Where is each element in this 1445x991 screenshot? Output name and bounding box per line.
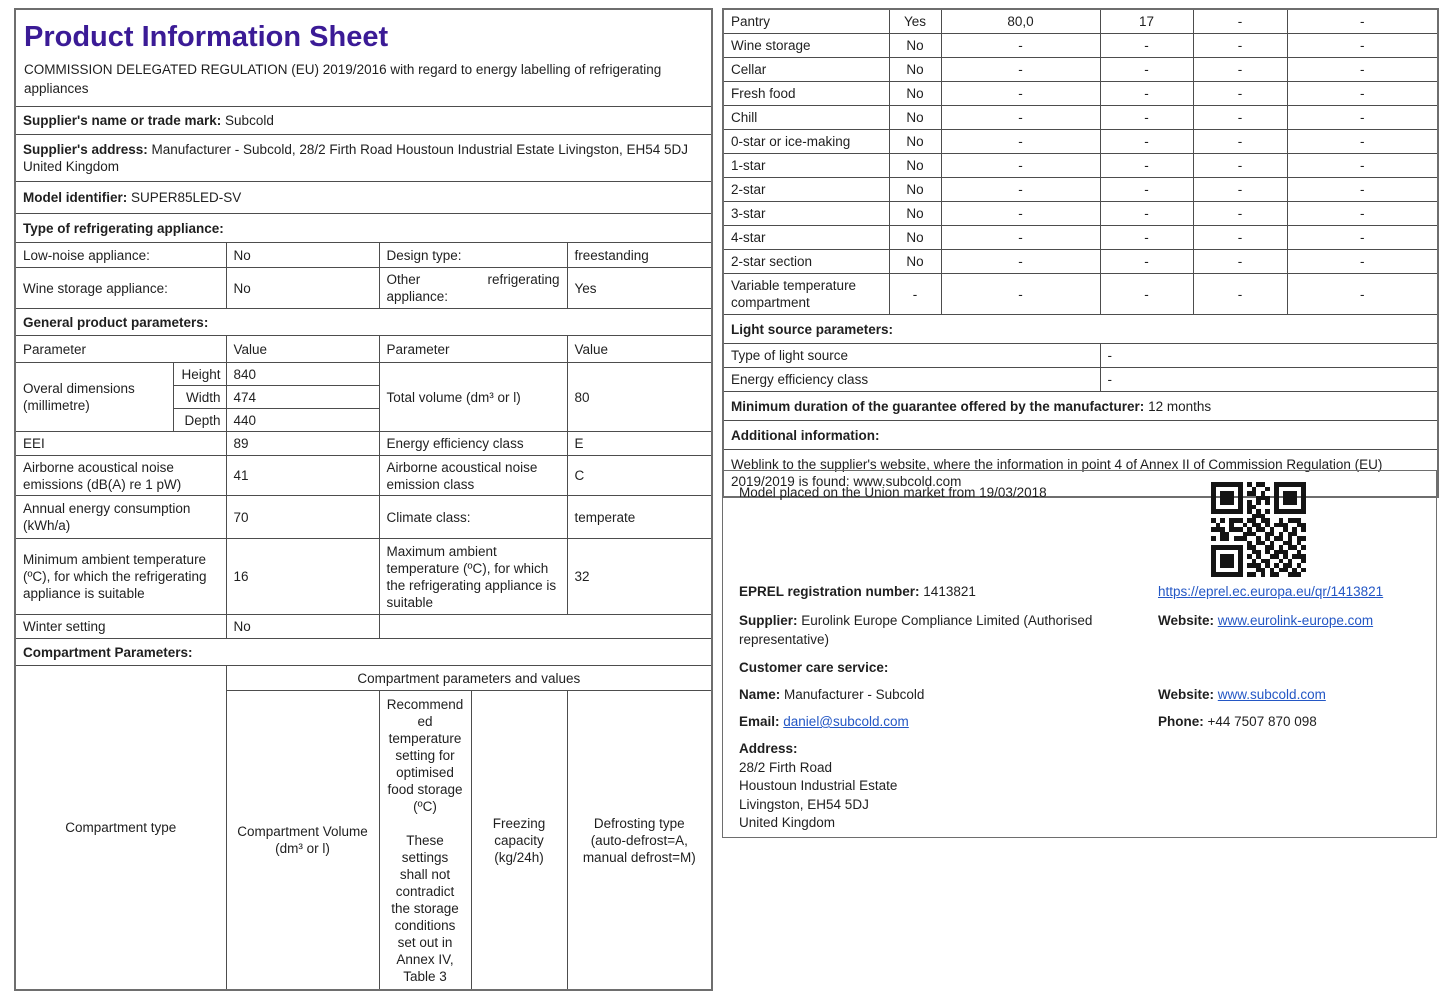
compartment-value-cell: -	[1287, 58, 1438, 82]
light-source-header: Light source parameters:	[723, 315, 1438, 344]
compartment-value-cell: -	[1193, 226, 1287, 250]
compartment-type-cell: 1-star	[723, 154, 889, 178]
design-type-value: freestanding	[567, 243, 712, 268]
customer-name-row	[739, 686, 924, 705]
compartment-type-cell: Variable temperature compartment	[723, 274, 889, 315]
width-value: 474	[226, 386, 379, 409]
light-source-header-row	[723, 315, 1438, 344]
compartment-value-cell: Yes	[889, 9, 941, 34]
compartment-temp-header: Recommended temperature setting for optimised food storage (ºC) These settings shall not contradict the storage conditions set out in Annex IV, Table 3	[379, 691, 471, 991]
compartment-value-cell: No	[889, 130, 941, 154]
design-type-label: Design type:	[379, 243, 567, 268]
compartment-value-cell: -	[1100, 178, 1193, 202]
supplier-address-label: Supplier's address:	[23, 142, 148, 157]
winter-setting-value: No	[226, 615, 379, 639]
compartment-value-cell: -	[941, 202, 1100, 226]
compartment-value-cell: -	[1193, 250, 1287, 274]
value-cell: 16	[226, 539, 379, 615]
supplier-address-value: Manufacturer - Subcold, 28/2 Firth Road Houstoun Industrial Estate Livingston, EH54 5DJ United Kingdom	[23, 142, 689, 174]
compartment-value-cell: -	[1100, 154, 1193, 178]
height-label: Height	[173, 363, 226, 386]
compartment-values-body	[723, 9, 1438, 315]
table-row	[723, 9, 1438, 34]
address-line: Houstoun Industrial Estate	[739, 778, 898, 793]
light-type-value: -	[1100, 344, 1438, 368]
compartment-value-cell: 80,0	[941, 9, 1100, 34]
table-row	[723, 154, 1438, 178]
left-panel	[14, 8, 713, 991]
column-header: Value	[567, 336, 712, 363]
guarantee-row	[723, 392, 1438, 421]
compartment-type-cell: 3-star	[723, 202, 889, 226]
website2-link[interactable]: www.subcold.com	[1217, 687, 1326, 702]
table-row	[15, 432, 712, 456]
general-header: General product parameters:	[15, 309, 712, 336]
compartment-value-cell: -	[889, 274, 941, 315]
low-noise-label: Low-noise appliance:	[15, 243, 226, 268]
low-noise-value: No	[226, 243, 379, 268]
compartment-type-cell: Chill	[723, 106, 889, 130]
compartment-header-row	[15, 639, 712, 666]
compartment-value-cell: No	[889, 106, 941, 130]
compartment-value-cell: -	[1193, 82, 1287, 106]
website1-row	[1158, 612, 1373, 631]
wine-storage-label: Wine storage appliance:	[15, 268, 226, 309]
compartment-value-cell: -	[1193, 34, 1287, 58]
parameter-cell: Airborne acoustical noise emission class	[379, 456, 567, 496]
compartment-value-cell: -	[1287, 226, 1438, 250]
compartment-value-cell: No	[889, 202, 941, 226]
compartment-value-cell: -	[1193, 106, 1287, 130]
table-row	[15, 456, 712, 496]
name-label: Name:	[739, 687, 781, 702]
compartment-value-cell: -	[1287, 178, 1438, 202]
compartment-type-cell: 2-star section	[723, 250, 889, 274]
table-row	[723, 250, 1438, 274]
compartment-value-cell: -	[1100, 130, 1193, 154]
guarantee-label: Minimum duration of the guarantee offered by the manufacturer:	[731, 398, 1145, 414]
left-main-table	[14, 8, 713, 991]
empty-cell	[379, 615, 712, 639]
compartment-value-cell: -	[1287, 274, 1438, 315]
table-row	[723, 130, 1438, 154]
table-row	[15, 615, 712, 639]
website1-label: Website:	[1158, 613, 1215, 628]
depth-value: 440	[226, 409, 379, 432]
compartment-value-cell: -	[1287, 82, 1438, 106]
website2-row	[1158, 686, 1326, 705]
table-row	[723, 274, 1438, 315]
compartment-value-cell: -	[941, 34, 1100, 58]
compartment-type-cell: Cellar	[723, 58, 889, 82]
compartment-values-table	[722, 8, 1439, 498]
parameter-cell: Airborne acoustical noise emissions (dB(A) re 1 pW)	[15, 456, 226, 496]
compartment-value-cell: -	[941, 274, 1100, 315]
table-header-row	[15, 666, 712, 691]
compartment-value-cell: -	[1100, 58, 1193, 82]
compartment-value-cell: No	[889, 34, 941, 58]
page-title: Product Information Sheet	[24, 21, 389, 53]
address-line: United Kingdom	[739, 815, 836, 830]
parameter-cell: EEI	[15, 432, 226, 456]
compartment-value-cell: No	[889, 82, 941, 106]
wine-storage-value: No	[226, 268, 379, 309]
table-header-row	[15, 336, 712, 363]
supplier-name-row	[15, 107, 712, 135]
compartment-value-cell: No	[889, 58, 941, 82]
phone-label: Phone:	[1158, 714, 1204, 729]
email-link[interactable]: daniel@subcold.com	[783, 714, 909, 729]
total-volume-label: Total volume (dm³ or l)	[379, 363, 567, 432]
value-cell: temperate	[567, 496, 712, 539]
address-label: Address:	[739, 741, 798, 756]
compartment-value-cell: -	[1287, 34, 1438, 58]
compartment-value-cell: -	[1287, 250, 1438, 274]
weblink-value: www.subcold.com	[853, 474, 962, 489]
width-label: Width	[173, 386, 226, 409]
column-header: Parameter	[379, 336, 567, 363]
model-identifier-value: SUPER85LED-SV	[131, 190, 242, 205]
depth-label: Depth	[173, 409, 226, 432]
column-header: Value	[226, 336, 379, 363]
compartment-type-cell: Fresh food	[723, 82, 889, 106]
other-appliance-label: Other refrigerating appliance:	[379, 268, 567, 309]
compartment-value-cell: -	[1100, 274, 1193, 315]
compartment-value-cell: No	[889, 178, 941, 202]
compartment-span-header: Compartment parameters and values	[226, 666, 712, 691]
name-value: Manufacturer - Subcold	[784, 687, 925, 702]
supplier-name-label: Supplier's name or trade mark:	[23, 113, 222, 128]
table-row	[723, 344, 1438, 368]
qr-code	[1211, 482, 1306, 577]
compartment-value-cell: -	[941, 130, 1100, 154]
compartment-value-cell: -	[1100, 34, 1193, 58]
compartment-value-cell: -	[1193, 178, 1287, 202]
compartment-value-cell: No	[889, 154, 941, 178]
supplier-label: Supplier:	[739, 613, 798, 628]
table-row	[15, 243, 712, 268]
compartment-type-cell: Pantry	[723, 9, 889, 34]
parameter-cell: Maximum ambient temperature (ºC), for which the refrigerating appliance is suitable	[379, 539, 567, 615]
customer-care-header: Customer care service:	[739, 660, 889, 675]
website1-link[interactable]: www.eurolink-europe.com	[1217, 613, 1374, 628]
model-identifier-label: Model identifier:	[23, 190, 128, 205]
right-panel	[722, 8, 1439, 498]
height-value: 840	[226, 363, 379, 386]
compartment-value-cell: -	[941, 154, 1100, 178]
table-row	[723, 58, 1438, 82]
supplier-name-value: Subcold	[225, 113, 274, 128]
total-volume-value: 80	[567, 363, 712, 432]
compartment-value-cell: -	[1100, 202, 1193, 226]
compartment-value-cell: -	[1287, 106, 1438, 130]
other-appliance-value: Yes	[567, 268, 712, 309]
parameter-cell: Climate class:	[379, 496, 567, 539]
freezing-capacity-header: Freezing capacity (kg/24h)	[471, 691, 567, 991]
table-row	[15, 539, 712, 615]
compartment-value-cell: -	[941, 226, 1100, 250]
value-cell: 32	[567, 539, 712, 615]
compartment-value-cell: -	[1193, 154, 1287, 178]
eprel-registration	[739, 583, 976, 602]
compartment-volume-header: Compartment Volume (dm³ or l)	[226, 691, 379, 991]
phone-value: +44 7507 870 098	[1207, 714, 1317, 729]
compartment-value-cell: -	[1287, 154, 1438, 178]
light-class-value: -	[1100, 368, 1438, 392]
parameter-cell: Minimum ambient temperature (ºC), for which the refrigerating appliance is suitable	[15, 539, 226, 615]
dimensions-label: Overal dimensions (millimetre)	[15, 363, 173, 432]
table-row	[723, 34, 1438, 58]
table-row	[723, 178, 1438, 202]
compartment-value-cell: -	[941, 250, 1100, 274]
table-row	[723, 368, 1438, 392]
phone-row	[1158, 713, 1317, 732]
table-row	[15, 268, 712, 309]
compartment-type-cell: 2-star	[723, 178, 889, 202]
value-cell: 41	[226, 456, 379, 496]
market-text: Model placed on the Union market from 19/03/2018	[739, 485, 1047, 500]
address-line: 28/2 Firth Road	[739, 759, 833, 775]
compartment-value-cell: -	[1100, 226, 1193, 250]
parameter-cell: Energy efficiency class	[379, 432, 567, 456]
general-header-row	[15, 309, 712, 336]
compartment-type-cell: 0-star or ice-making	[723, 130, 889, 154]
compartment-type-cell: 4-star	[723, 226, 889, 250]
compartment-type-header: Compartment type	[15, 666, 226, 991]
table-row	[723, 82, 1438, 106]
compartment-value-cell: -	[1100, 82, 1193, 106]
website2-label: Website:	[1158, 687, 1215, 702]
compartment-value-cell: -	[1193, 9, 1287, 34]
compartment-value-cell: -	[941, 58, 1100, 82]
supplier-info	[739, 612, 1147, 649]
compartment-value-cell: -	[1100, 250, 1193, 274]
compartment-value-cell: -	[941, 106, 1100, 130]
light-class-label: Energy efficiency class	[723, 368, 1100, 392]
type-header-row	[15, 214, 712, 243]
table-row	[723, 202, 1438, 226]
market-info-box	[722, 470, 1437, 838]
table-row	[15, 496, 712, 539]
table-row	[723, 226, 1438, 250]
value-cell: E	[567, 432, 712, 456]
light-type-label: Type of light source	[723, 344, 1100, 368]
eprel-link[interactable]: https://eprel.ec.europa.eu/qr/1413821	[1158, 584, 1384, 599]
value-cell: C	[567, 456, 712, 496]
compartment-value-cell: -	[941, 82, 1100, 106]
compartment-value-cell: -	[1287, 202, 1438, 226]
additional-info-header: Additional information:	[723, 421, 1438, 450]
email-row	[739, 713, 909, 732]
compartment-value-cell: -	[1193, 58, 1287, 82]
defrosting-type-header: Defrosting type (auto-defrost=A, manual defrost=M)	[567, 691, 712, 991]
additional-info-header-row	[723, 421, 1438, 450]
column-header: Parameter	[15, 336, 226, 363]
weblink-text: Weblink to the supplier's website, where the information in point 4 of Annex II of Commission Regulation (EU) 2019/2019 is found:	[731, 457, 1383, 489]
value-cell: 89	[226, 432, 379, 456]
compartment-value-cell: -	[941, 178, 1100, 202]
address-block	[739, 740, 897, 833]
compartment-header: Compartment Parameters:	[15, 639, 712, 666]
compartment-value-cell: 17	[1100, 9, 1193, 34]
type-header: Type of refrigerating appliance:	[15, 214, 712, 243]
supplier-value: Eurolink Europe Compliance Limited (Authorised representative)	[739, 613, 1093, 647]
parameter-cell: Annual energy consumption (kWh/a)	[15, 496, 226, 539]
address-line: Livingston, EH54 5DJ	[739, 796, 869, 812]
winter-setting-label: Winter setting	[15, 615, 226, 639]
compartment-value-cell: No	[889, 250, 941, 274]
regulation-text: COMMISSION DELEGATED REGULATION (EU) 2019/2016 with regard to energy labelling of refrigerating appliances	[24, 62, 662, 96]
compartment-value-cell: -	[1100, 106, 1193, 130]
value-cell: 70	[226, 496, 379, 539]
table-row	[723, 106, 1438, 130]
compartment-value-cell: -	[1193, 130, 1287, 154]
compartment-value-cell: No	[889, 226, 941, 250]
model-identifier-row	[15, 182, 712, 214]
compartment-type-cell: Wine storage	[723, 34, 889, 58]
eprel-label: EPREL registration number:	[739, 584, 920, 599]
compartment-value-cell: -	[1193, 202, 1287, 226]
eprel-value: 1413821	[923, 584, 976, 599]
table-row	[15, 363, 712, 386]
email-label: Email:	[739, 714, 780, 729]
guarantee-value: 12 months	[1148, 398, 1212, 414]
compartment-value-cell: -	[1193, 274, 1287, 315]
address-lines	[739, 759, 897, 833]
supplier-address-row	[15, 135, 712, 182]
compartment-value-cell: -	[1287, 130, 1438, 154]
compartment-value-cell: -	[1287, 9, 1438, 34]
